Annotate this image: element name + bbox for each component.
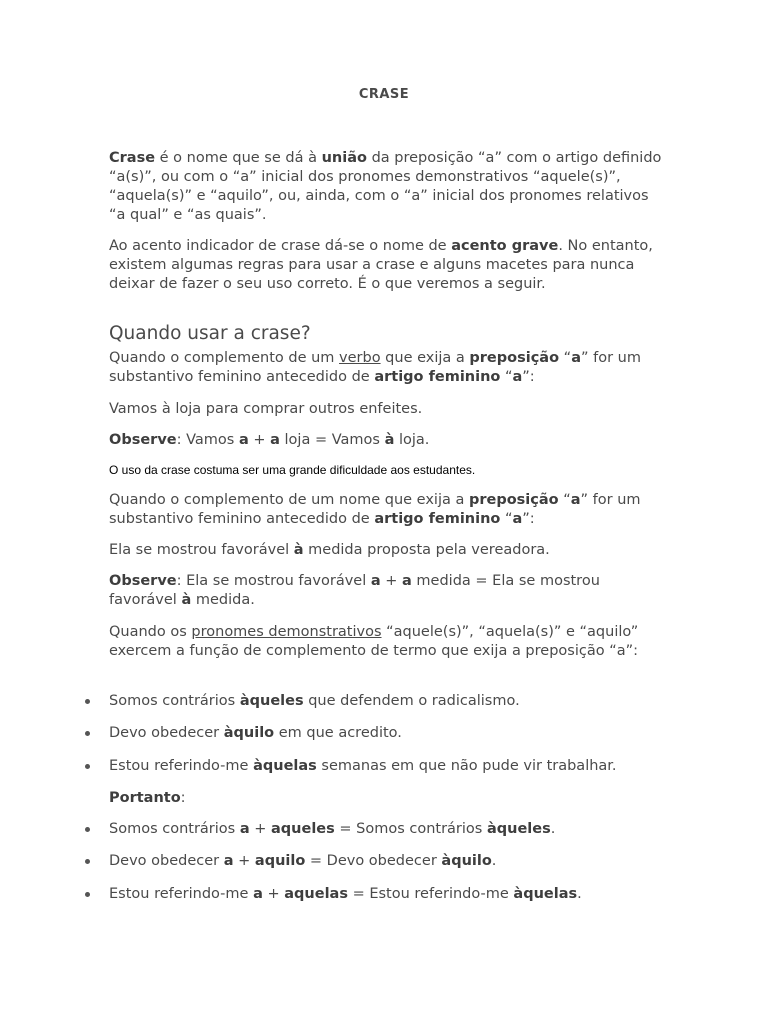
bullet-icon (85, 699, 90, 704)
text-run: é o nome que se dá à (155, 150, 322, 166)
text-run: “aquele(s)”, “aquela(s)” e “aquilo” exercem a função de complemento de termo que exija a preposição “a”: (109, 624, 639, 659)
bold-run: a (239, 821, 250, 837)
bold-run: aquilo (254, 853, 306, 869)
bold-run: Observe (109, 573, 177, 589)
text-run: medida. (191, 592, 255, 608)
text-run: da preposição “a” com o artigo definido “a(s)”, ou com o “a” inicial dos pronomes demonstrativos “aquele(s)”, “aquela(s)” e “aquilo”, ou, ainda, com o “a” inicial dos pronomes relativos “a qual” e “as quais”. (109, 150, 662, 223)
bold-run: aquelas (284, 886, 348, 902)
bold-run: a (370, 573, 381, 589)
example-paragraph (109, 541, 669, 560)
text-run: = Devo obedecer (305, 853, 442, 869)
text-run: ” for um substantivo feminino antecedido de (109, 350, 641, 385)
text-run: : Ela se mostrou favorável (176, 573, 371, 589)
bullet-icon (85, 859, 90, 864)
text-run: + (233, 853, 255, 869)
text-run: Quando o complemento de um (109, 350, 340, 366)
list-item (109, 885, 689, 904)
text-run: semanas em que não pude vir trabalhar. (316, 758, 617, 774)
accent-paragraph (109, 237, 669, 294)
bold-run: a (402, 573, 412, 589)
bold-run: àquelas (253, 758, 317, 774)
bold-run: à (384, 432, 395, 448)
observe-paragraph (109, 431, 669, 450)
bold-run: preposição (469, 350, 560, 366)
text-run: + (262, 886, 285, 902)
bold-run: à (293, 542, 304, 558)
term-uniao: união (321, 150, 367, 166)
text-run: = Estou referindo-me (347, 886, 514, 902)
text-run: ” for um substantivo feminino antecedido de (109, 492, 641, 527)
text-run: Quando o complemento de um nome que exija a (109, 492, 469, 508)
text-run: . (491, 853, 497, 869)
term-acento-grave: acento grave (451, 238, 559, 254)
rule-noun-paragraph (109, 491, 669, 529)
bold-run: àqueles (239, 693, 304, 709)
bold-run: à (181, 592, 192, 608)
bullet-icon (85, 892, 90, 897)
term-crase: Crase (109, 150, 156, 166)
bullet-icon (85, 827, 90, 832)
bold-run: a (270, 432, 280, 448)
bold-run: Observe (109, 432, 177, 448)
list-item (109, 820, 689, 839)
text-run: ”: (522, 369, 535, 385)
bold-run: preposição (468, 492, 559, 508)
bold-run: àquilo (441, 853, 492, 869)
text-run: “ (500, 511, 513, 527)
bold-run: a (512, 369, 523, 385)
text-run: que exija a (380, 350, 470, 366)
observe-paragraph (109, 572, 669, 610)
rule-pronoun-paragraph (109, 623, 669, 661)
text-run: : Vamos (176, 432, 239, 448)
bold-run: a (512, 511, 523, 527)
section-heading: Quando usar a crase? (109, 323, 311, 344)
bold-run: aqueles (271, 821, 335, 837)
text-run: Ela se mostrou favorável (109, 542, 294, 558)
text-run: ”: (522, 511, 535, 527)
text-run: loja = Vamos (279, 432, 385, 448)
caption-note: O uso da crase costuma ser uma grande dificuldade aos estudantes. (109, 463, 476, 477)
text-run: Estou referindo-me (109, 758, 254, 774)
list-item (109, 852, 689, 871)
text-run: Quando os (109, 624, 192, 640)
bold-run: a (571, 350, 581, 366)
bullet-icon (85, 731, 90, 736)
list-item (109, 757, 689, 776)
bold-run: artigo feminino (374, 369, 501, 385)
text-run: Devo obedecer (109, 725, 224, 741)
list-item (109, 724, 689, 743)
text-run: Somos contrários (109, 821, 240, 837)
text-run: Somos contrários (109, 693, 240, 709)
portanto-label (109, 789, 669, 808)
text-run: em que acredito. (274, 725, 402, 741)
bold-run: àqueles (486, 821, 551, 837)
text-run: + (249, 821, 271, 837)
text-run: “ (559, 350, 572, 366)
bold-run: artigo feminino (374, 511, 501, 527)
text-run: medida proposta pela vereadora. (303, 542, 550, 558)
bold-run: a (570, 492, 581, 508)
bullet-icon (85, 764, 90, 769)
text-run: que defendem o radicalismo. (303, 693, 520, 709)
text-run: loja. (394, 432, 430, 448)
bold-run: Portanto (109, 790, 181, 806)
document-title: CRASE (358, 87, 410, 102)
example-paragraph: Vamos à loja para comprar outros enfeites. (109, 401, 423, 417)
text-run: medida = Ela se mostrou favorável (109, 573, 600, 608)
term-pronomes-demonstrativos: pronomes demonstrativos (191, 624, 382, 640)
text-run: . (577, 886, 582, 902)
text-run: . No entanto, existem algumas regras para usar a crase e alguns macetes para nunca deixar de fazer o seu uso correto. É o que veremos a seguir. (109, 238, 653, 292)
bold-run: a (253, 886, 263, 902)
bold-run: a (238, 432, 249, 448)
text-run: “ (558, 492, 571, 508)
list-item (109, 692, 689, 711)
bold-run: a (223, 853, 234, 869)
term-verbo: verbo (339, 350, 381, 366)
text-run: “ (500, 369, 513, 385)
definition-paragraph (109, 149, 669, 225)
text-run: Devo obedecer (109, 853, 224, 869)
rule-verb-paragraph (109, 349, 669, 387)
text-run: Estou referindo-me (109, 886, 254, 902)
text-run: + (380, 573, 403, 589)
text-run: + (248, 432, 271, 448)
bold-run: àquilo (223, 725, 275, 741)
bold-run: àquelas (513, 886, 578, 902)
text-run: = Somos contrários (334, 821, 487, 837)
text-run: . (550, 821, 556, 837)
text-run: : (180, 790, 186, 806)
text-run: Ao acento indicador de crase dá-se o nome de (109, 238, 452, 254)
